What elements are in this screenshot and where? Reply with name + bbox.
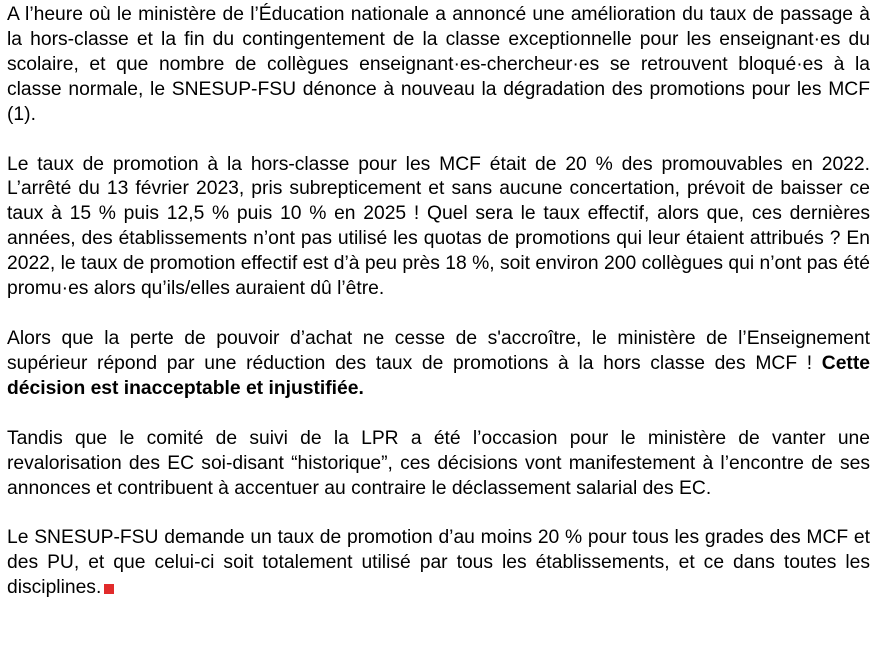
paragraph-demand-text: Le SNESUP-FSU demande un taux de promotion d’au moins 20 % pour tous les grades des MCF et des PU, et que celui-ci soit totalement utilisé par tous les établissements, et ce dans toutes les disciplines. [7,527,870,599]
paragraph-lpr-committee-text: Tandis que le comité de suivi de la LPR a été l’occasion pour le ministère de vanter une revalorisation des EC soi-disant “historique”, ces décisions vont manifestement à l’encontre de ses annonces et contribuent à accentuer au contraire le déclassement salarial des EC. [7,427,870,499]
decision-statement: Cette décision est inacceptable et injustifiée. [7,352,870,399]
paragraph-purchasing-power-text: Alors que la perte de pouvoir d’achat ne cesse de s'accroître, le ministère de l’Enseignement supérieur répond par une réduction des taux de promotions à la hors classe des MCF ! [7,327,870,374]
paragraph-intro-text: A l’heure où le ministère de l’Éducation nationale a annoncé une amélioration du taux de passage à la hors-classe et la fin du contingentement de la classe exceptionnelle pour les enseignant·es du scolaire, et que nombre de collègues enseignant·es-chercheur·es se retrouvent bloqué·es à la classe normale, le SNESUP-FSU dénonce à nouveau la dégradation des promotions pour les MCF (1). [7,4,870,125]
paragraph-intro [7,3,870,128]
paragraph-purchasing-power [7,327,870,402]
paragraph-promotion-rate [7,153,870,302]
paragraph-promotion-rate-text: Le taux de promotion à la hors-classe pour les MCF était de 20 % des promouvables en 2022. L’arrêté du 13 février 2023, pris subrepticement et sans aucune concertation, prévoit de baisser ce taux à 15 % puis 12,5 % puis 10 % en 2025 ! Quel sera le taux effectif, alors que, ces dernières années, des établissements n’ont pas utilisé les quotas de promotions qui leur étaient attribués ? En 2022, le taux de promotion effectif est d’à peu près 18 %, soit environ 200 collègues qui n’ont pas été promu·es alors qu’ils/elles auraient dû l’être. [7,153,870,300]
red-square-icon [104,584,114,594]
paragraph-demand [7,526,870,601]
paragraph-lpr-committee [7,427,870,502]
